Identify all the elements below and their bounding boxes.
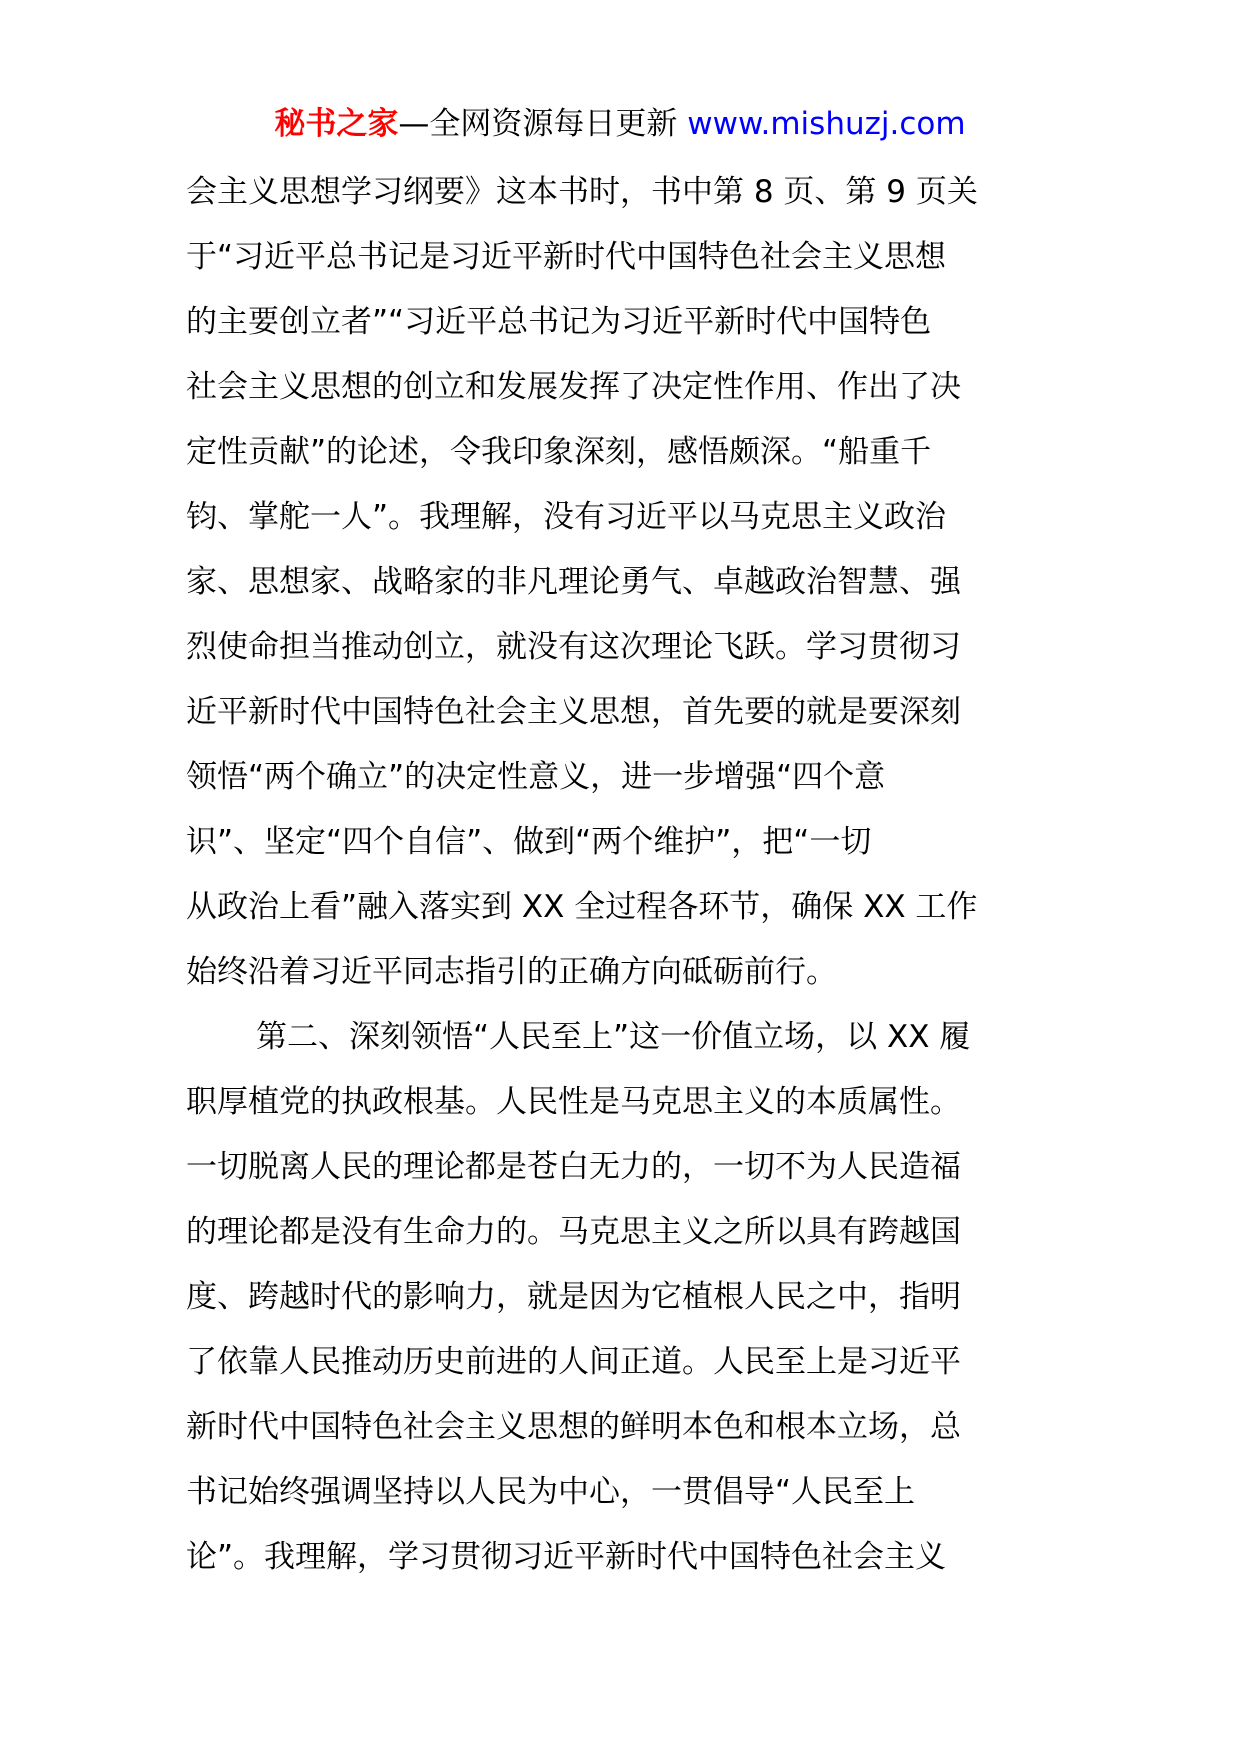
text-line: 烈使命担当推动创立，就没有这次理论飞跃。学习贯彻习	[186, 629, 961, 665]
text-line: 于“习近平总书记是习近平新时代中国特色社会主义思想	[186, 239, 947, 275]
brand-name: 秘书之家	[274, 106, 399, 142]
text-line: 的主要创立者”“习近平总书记为习近平新时代中国特色	[186, 304, 932, 340]
text-line: 家、思想家、战略家的非凡理论勇气、卓越政治智慧、强	[186, 564, 961, 600]
text-line: 近平新时代中国特色社会主义思想，首先要的就是要深刻	[186, 694, 961, 730]
text-line: 了依靠人民推动历史前进的人间正道。人民至上是习近平	[186, 1344, 961, 1380]
text-line: 社会主义思想的创立和发展发挥了决定性作用、作出了决	[186, 369, 961, 405]
text-line: 定性贡献”的论述，令我印象深刻，感悟颇深。“船重千	[186, 434, 932, 470]
page-header	[0, 100, 1240, 148]
header-tagline: —全网资源每日更新	[398, 106, 688, 142]
site-url[interactable]: www.mishuzj.com	[687, 106, 966, 142]
text-line: 识”、坚定“四个自信”、做到“两个维护”，把“一切	[186, 824, 872, 860]
text-line: 论”。我理解，学习贯彻习近平新时代中国特色社会主义	[186, 1539, 947, 1575]
text-line: 一切脱离人民的理论都是苍白无力的，一切不为人民造福	[186, 1149, 961, 1185]
text-line: 书记始终强调坚持以人民为中心，一贯倡导“人民至上	[186, 1474, 916, 1510]
text-line: 始终沿着习近平同志指引的正确方向砥砺前行。	[186, 954, 837, 990]
paragraph-start-line: 第二、深刻领悟“人民至上”这一价值立场，以 XX 履	[256, 1019, 971, 1055]
text-line: 新时代中国特色社会主义思想的鲜明本色和根本立场，总	[186, 1409, 961, 1445]
text-line: 的理论都是没有生命力的。马克思主义之所以具有跨越国	[186, 1214, 961, 1250]
document-body	[186, 160, 1054, 1590]
text-line: 钧、掌舵一人”。我理解，没有习近平以马克思主义政治	[186, 499, 947, 535]
text-line: 度、跨越时代的影响力，就是因为它植根人民之中，指明	[186, 1279, 961, 1315]
text-line: 会主义思想学习纲要》这本书时，书中第 8 页、第 9 页关	[186, 174, 978, 210]
text-line: 职厚植党的执政根基。人民性是马克思主义的本质属性。	[186, 1084, 961, 1120]
text-line: 从政治上看”融入落实到 XX 全过程各环节，确保 XX 工作	[186, 889, 978, 925]
text-line: 领悟“两个确立”的决定性意义，进一步增强“四个意	[186, 759, 886, 795]
